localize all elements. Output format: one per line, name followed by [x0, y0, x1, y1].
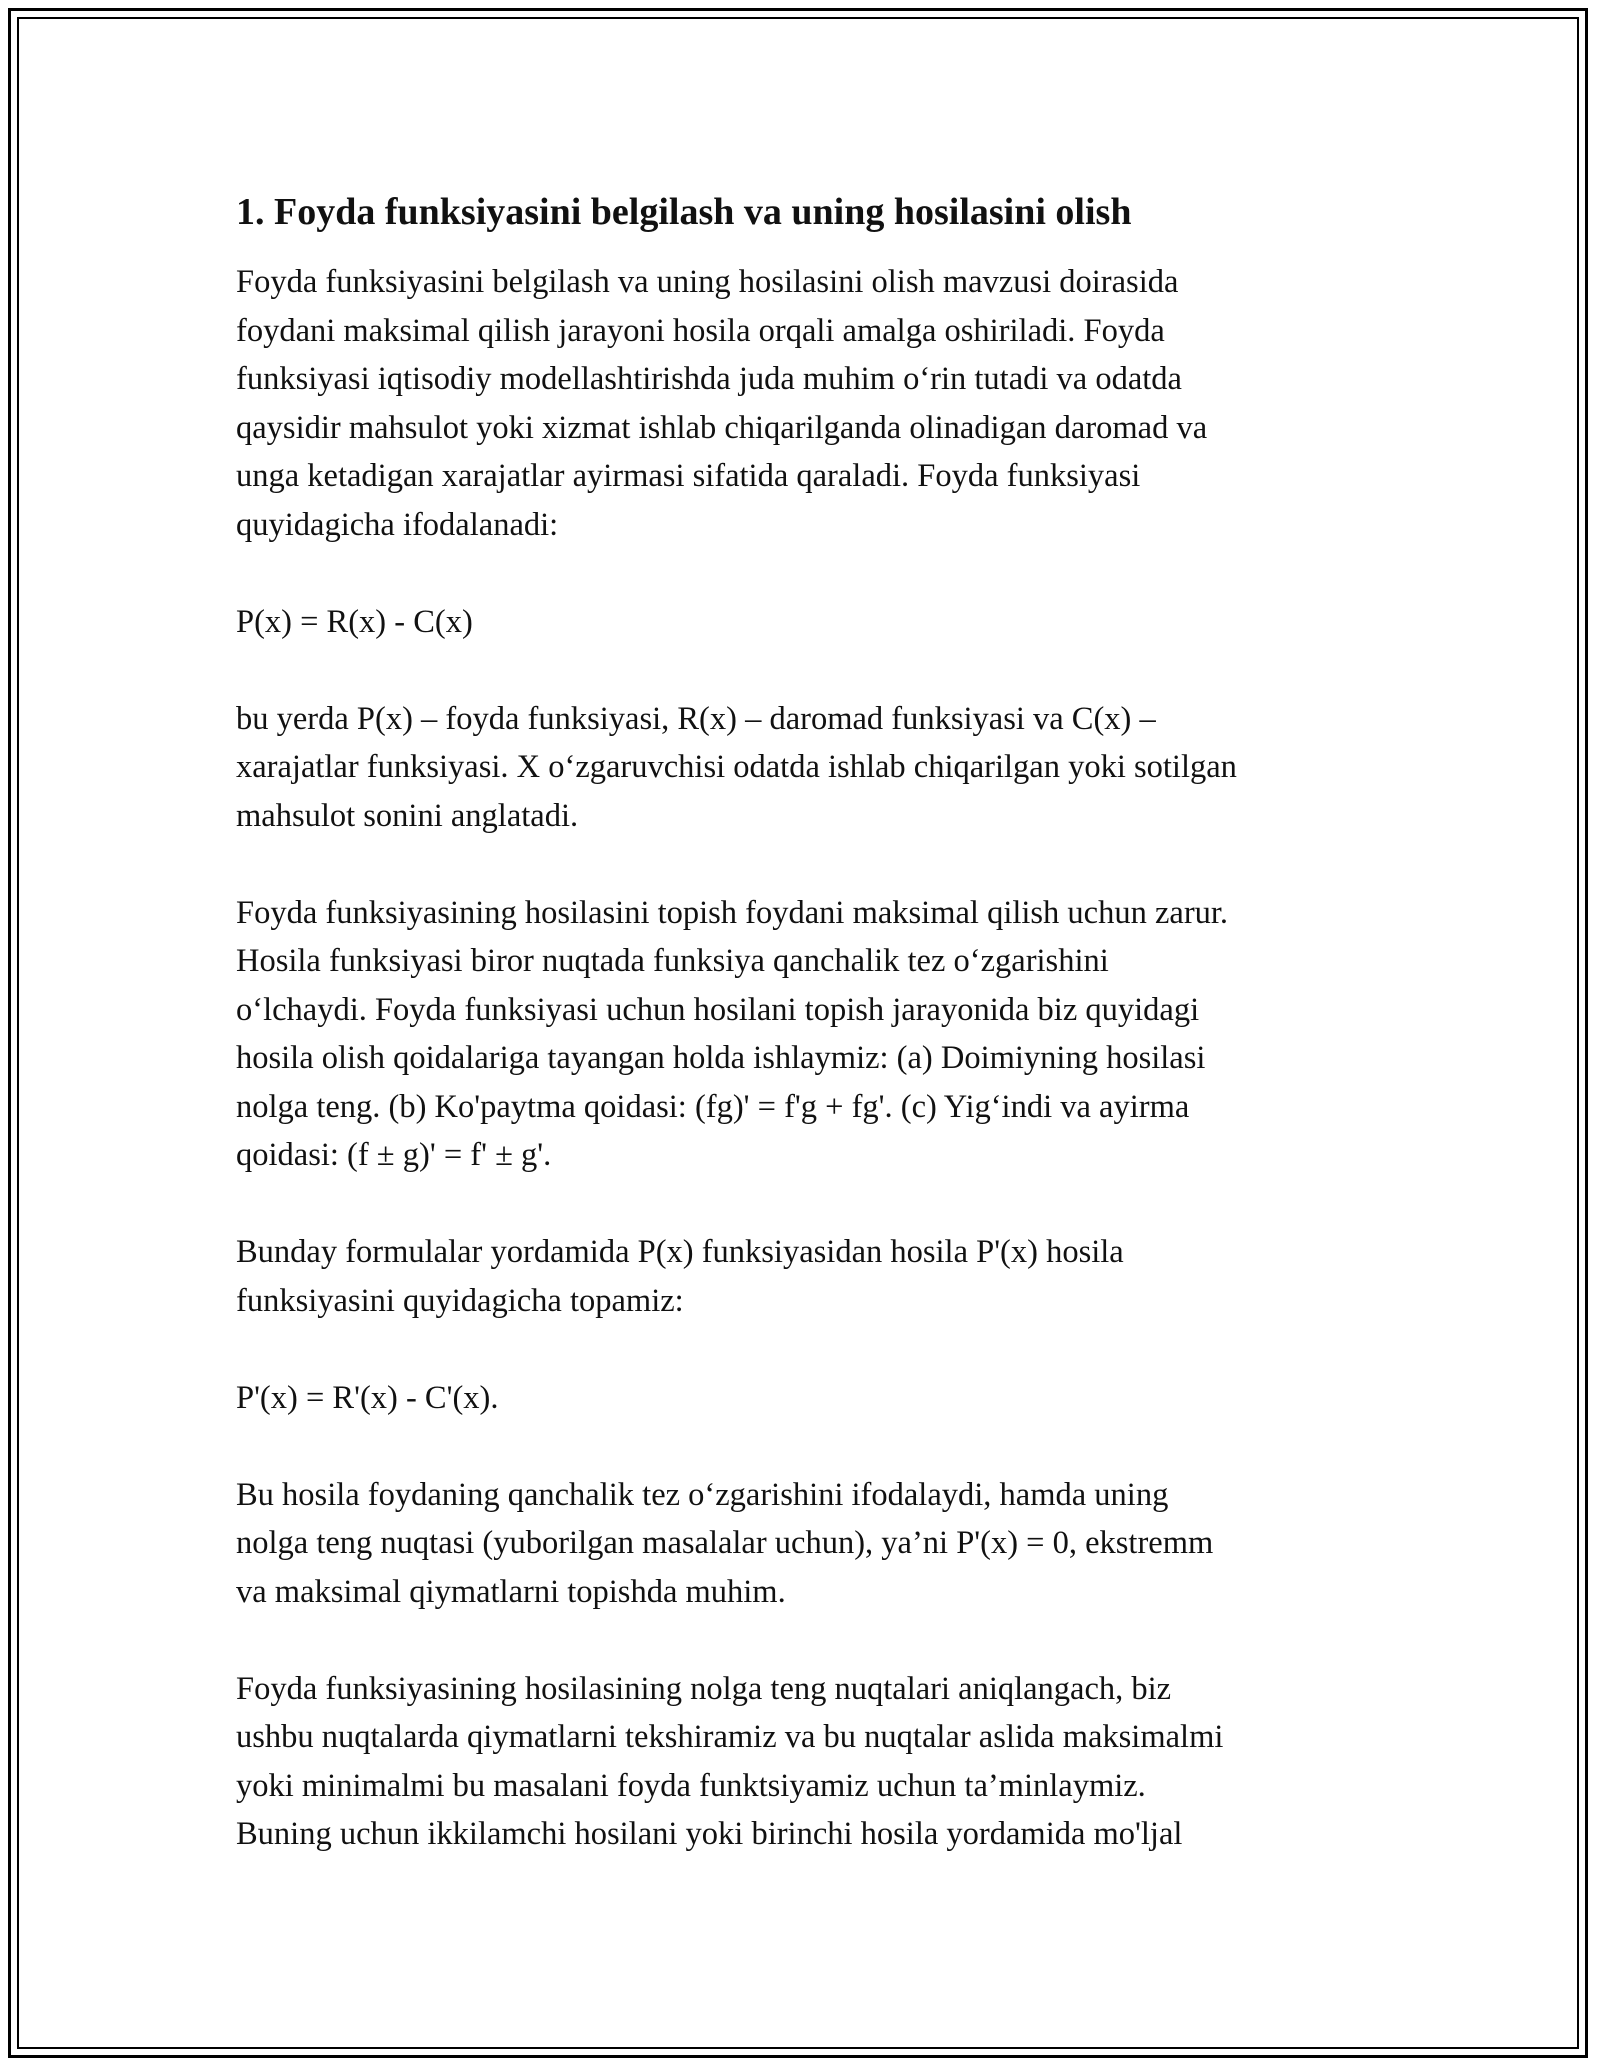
section-heading: 1. Foyda funksiyasini belgilash va uning hosilasini olish: [236, 191, 1132, 233]
paragraph: [236, 1374, 1376, 1423]
text-line: bu yerda P(x) – foyda funksiyasi, R(x) – daromad funksiyasi va C(x) –: [236, 700, 1156, 737]
text-line: funksiyasini quyidagicha topamiz:: [236, 1282, 684, 1319]
paragraph: [236, 598, 1376, 647]
text-line: P(x) = R(x) - C(x): [236, 603, 473, 640]
text-line: unga ketadigan xarajatlar ayirmasi sifatida qaraladi. Foyda funksiyasi: [236, 458, 1141, 494]
text-line: o‘lchaydi. Foyda funksiyasi uchun hosilani topish jarayonida biz quyidagi: [236, 991, 1200, 1028]
text-line: xarajatlar funksiyasi. X o‘zgaruvchisi odatda ishlab chiqarilgan yoki sotilgan: [236, 749, 1237, 785]
text-line: qoidasi: (f ± g)' = f' ± g'.: [236, 1137, 552, 1173]
text-line: Buning uchun ikkilamchi hosilani yoki birinchi hosila yordamida mo'ljal: [236, 1816, 1183, 1852]
text-line: Foyda funksiyasini belgilash va uning hosilasini olish mavzusi doirasida: [236, 264, 1179, 300]
text-line: mahsulot sonini anglatadi.: [236, 797, 579, 834]
text-line: Hosila funksiyasi biror nuqtada funksiya qanchalik tez o‘zgarishini: [236, 943, 1109, 979]
paragraph-spacer: [236, 840, 1376, 889]
paragraph-spacer: [236, 549, 1376, 598]
paragraph: [236, 1665, 1376, 1859]
paragraph: [236, 1228, 1376, 1325]
paragraph-list: [236, 258, 1376, 1859]
text-line: va maksimal qiymatlarni topishda muhim.: [236, 1573, 786, 1610]
text-line: ushbu nuqtalarda qiymatlarni tekshiramiz va bu nuqtalar aslida maksimalmi: [236, 1719, 1224, 1755]
text-line: nolga teng nuqtasi (yuborilgan masalalar uchun), ya’ni P'(x) = 0, ekstremm: [236, 1525, 1214, 1561]
paragraph: [236, 695, 1376, 841]
text-line: funksiyasi iqtisodiy modellashtirishda juda muhim o‘rin tutadi va odatda: [236, 361, 1182, 397]
paragraph-spacer: [236, 1616, 1376, 1665]
paragraph: [236, 258, 1376, 549]
paragraph-spacer: [236, 1422, 1376, 1471]
paragraph: [236, 889, 1376, 1180]
paragraph-spacer: [236, 1325, 1376, 1374]
paragraph-spacer: [236, 1180, 1376, 1229]
text-line: quyidagicha ifodalanadi:: [236, 506, 559, 543]
text-line: foydani maksimal qilish jarayoni hosila orqali amalga oshiriladi. Foyda: [236, 312, 1165, 349]
text-line: yoki minimalmi bu masalani foyda funktsiyamiz uchun ta’minlaymiz.: [236, 1767, 1146, 1804]
paragraph-spacer: [236, 646, 1376, 695]
text-line: Foyda funksiyasining hosilasining nolga teng nuqtalari aniqlangach, biz: [236, 1670, 1172, 1707]
text-line: nolga teng. (b) Ko'paytma qoidasi: (fg)' = f'g + fg'. (c) Yig‘indi va ayirma: [236, 1088, 1190, 1125]
paragraph: [236, 1471, 1376, 1617]
text-line: qaysidir mahsulot yoki xizmat ishlab chiqarilganda olinadigan daromad va: [236, 409, 1208, 446]
text-line: Bunday formulalar yordamida P(x) funksiyasidan hosila P'(x) hosila: [236, 1234, 1124, 1270]
text-line: P'(x) = R'(x) - C'(x).: [236, 1379, 499, 1416]
text-line: Foyda funksiyasining hosilasini topish foydani maksimal qilish uchun zarur.: [236, 894, 1229, 931]
document-body: [236, 188, 1376, 1859]
text-line: Bu hosila foydaning qanchalik tez o‘zgarishini ifodalaydi, hamda uning: [236, 1476, 1169, 1513]
text-line: hosila olish qoidalariga tayangan holda ishlaymiz: (a) Doimiyning hosilasi: [236, 1040, 1206, 1076]
